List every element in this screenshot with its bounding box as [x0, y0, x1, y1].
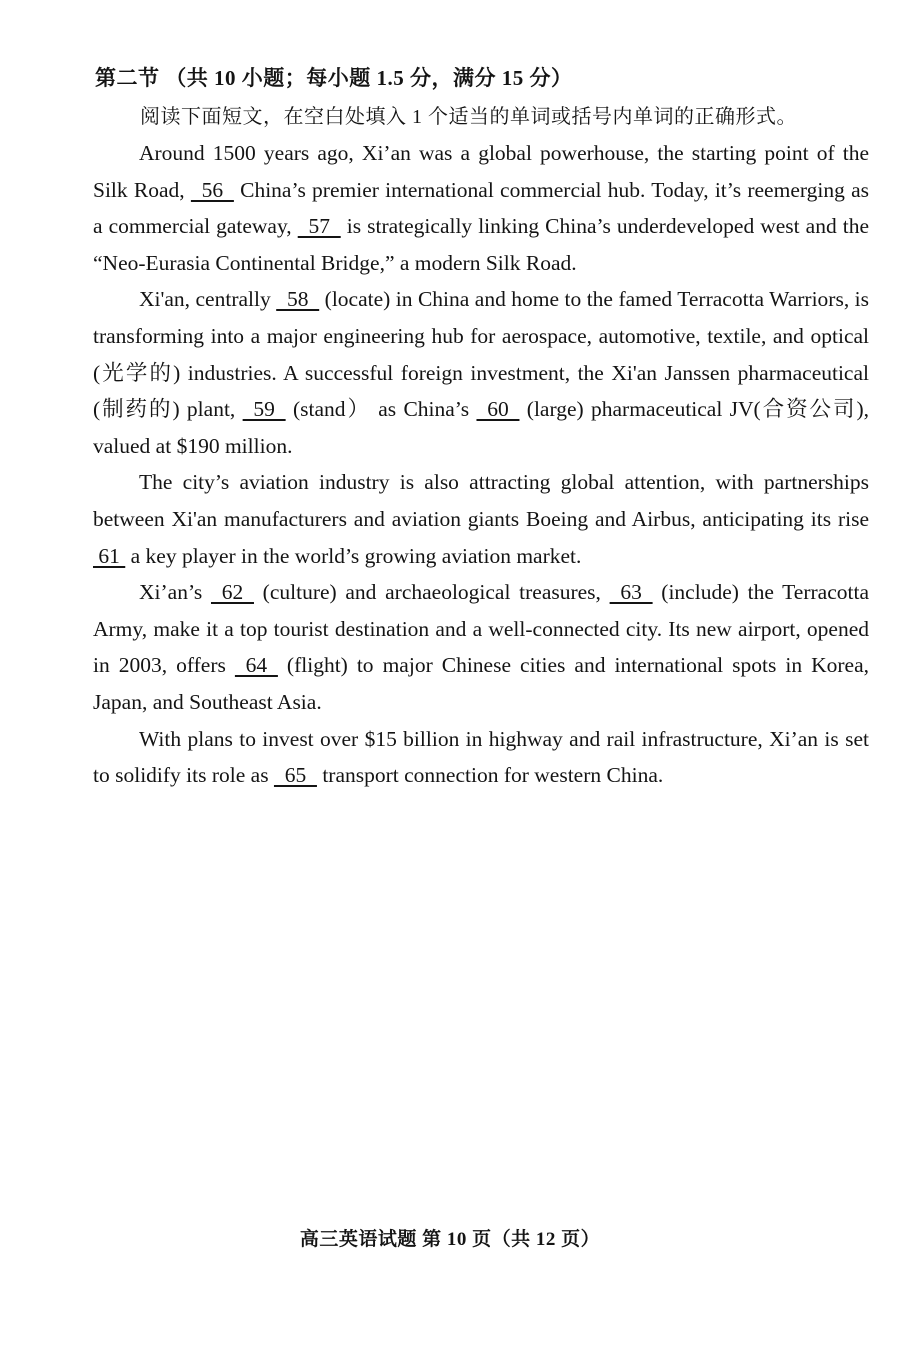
paragraph-text: (include) the Terracotta Army, make it a top tourist destination and a well-connected city. Its new airport, opened in 2003, offers [93, 580, 869, 678]
reading-passage [93, 135, 869, 794]
instruction-text: 阅读下面短文，在空白处填入 1 个适当的单词或括号内单词的正确形式。 [140, 106, 797, 128]
paragraph-text: is strategically linking China’s underdeveloped west and the “Neo-Eurasia Continental Bridge,” a modern Silk Road. [93, 214, 870, 275]
paragraph-text: (flight) to major Chinese cities and international spots in Korea, Japan, and Southeast Asia. [93, 653, 869, 714]
paragraph-text: (culture) and archaeological treasures, [253, 580, 610, 605]
paragraph-text: (stand） as China’s [285, 397, 477, 422]
blank-57: 57 [297, 214, 341, 239]
blank-58: 58 [276, 287, 320, 312]
blank-64: 64 [234, 653, 278, 678]
paragraph-text: a key player in the world’s growing aviation market. [125, 543, 582, 568]
blank-63: 63 [609, 580, 653, 605]
paragraph-text: Xi’an’s [139, 580, 211, 605]
paragraph-text: (large) pharmaceutical JV(合资公司), valued at $190 million. [93, 397, 869, 458]
paragraph-text: Xi'an, centrally [139, 287, 277, 312]
paragraph-text: (locate) in China and home to the famed Terracotta Warriors, is transforming into a major engineering hub for aerospace, automotive, textile, and optical (光学的) industries. A successful foreign investment, the Xi'an Janssen pharmaceutical (制药的) plant, [93, 287, 869, 422]
paragraph-1 [93, 135, 869, 281]
blank-65: 65 [273, 763, 317, 788]
paragraph-2 [93, 281, 869, 464]
paragraph-text: transport connection for western China. [316, 763, 664, 788]
page-footer: 高三英语试题 第 10 页（共 12 页） [299, 1229, 601, 1250]
paragraph-3 [93, 464, 869, 574]
blank-56: 56 [190, 177, 234, 202]
blank-62: 62 [210, 580, 254, 605]
blank-59: 59 [242, 397, 286, 422]
blank-61: 61 [93, 543, 126, 568]
paragraph-text: China’s premier international commercial hub. Today, it’s reemerging as a commercial gateway, [93, 177, 869, 239]
paragraph-4 [93, 574, 869, 720]
section-header: 第二节 （共 10 小题；每小题 1.5 分，满分 15 分） [95, 66, 573, 90]
paragraph-text: The city’s aviation industry is also attracting global attention, with partnerships between Xi'an manufacturers and aviation giants Boeing and Airbus, anticipating its rise [93, 470, 869, 531]
blank-60: 60 [476, 397, 520, 422]
paragraph-text: With plans to invest over $15 billion in highway and rail infrastructure, Xi’an is set to solidify its role as [93, 726, 869, 788]
paragraph-5 [93, 721, 869, 794]
paragraph-text: Around 1500 years ago, Xi’an was a global powerhouse, the starting point of the Silk Road, [93, 141, 869, 202]
